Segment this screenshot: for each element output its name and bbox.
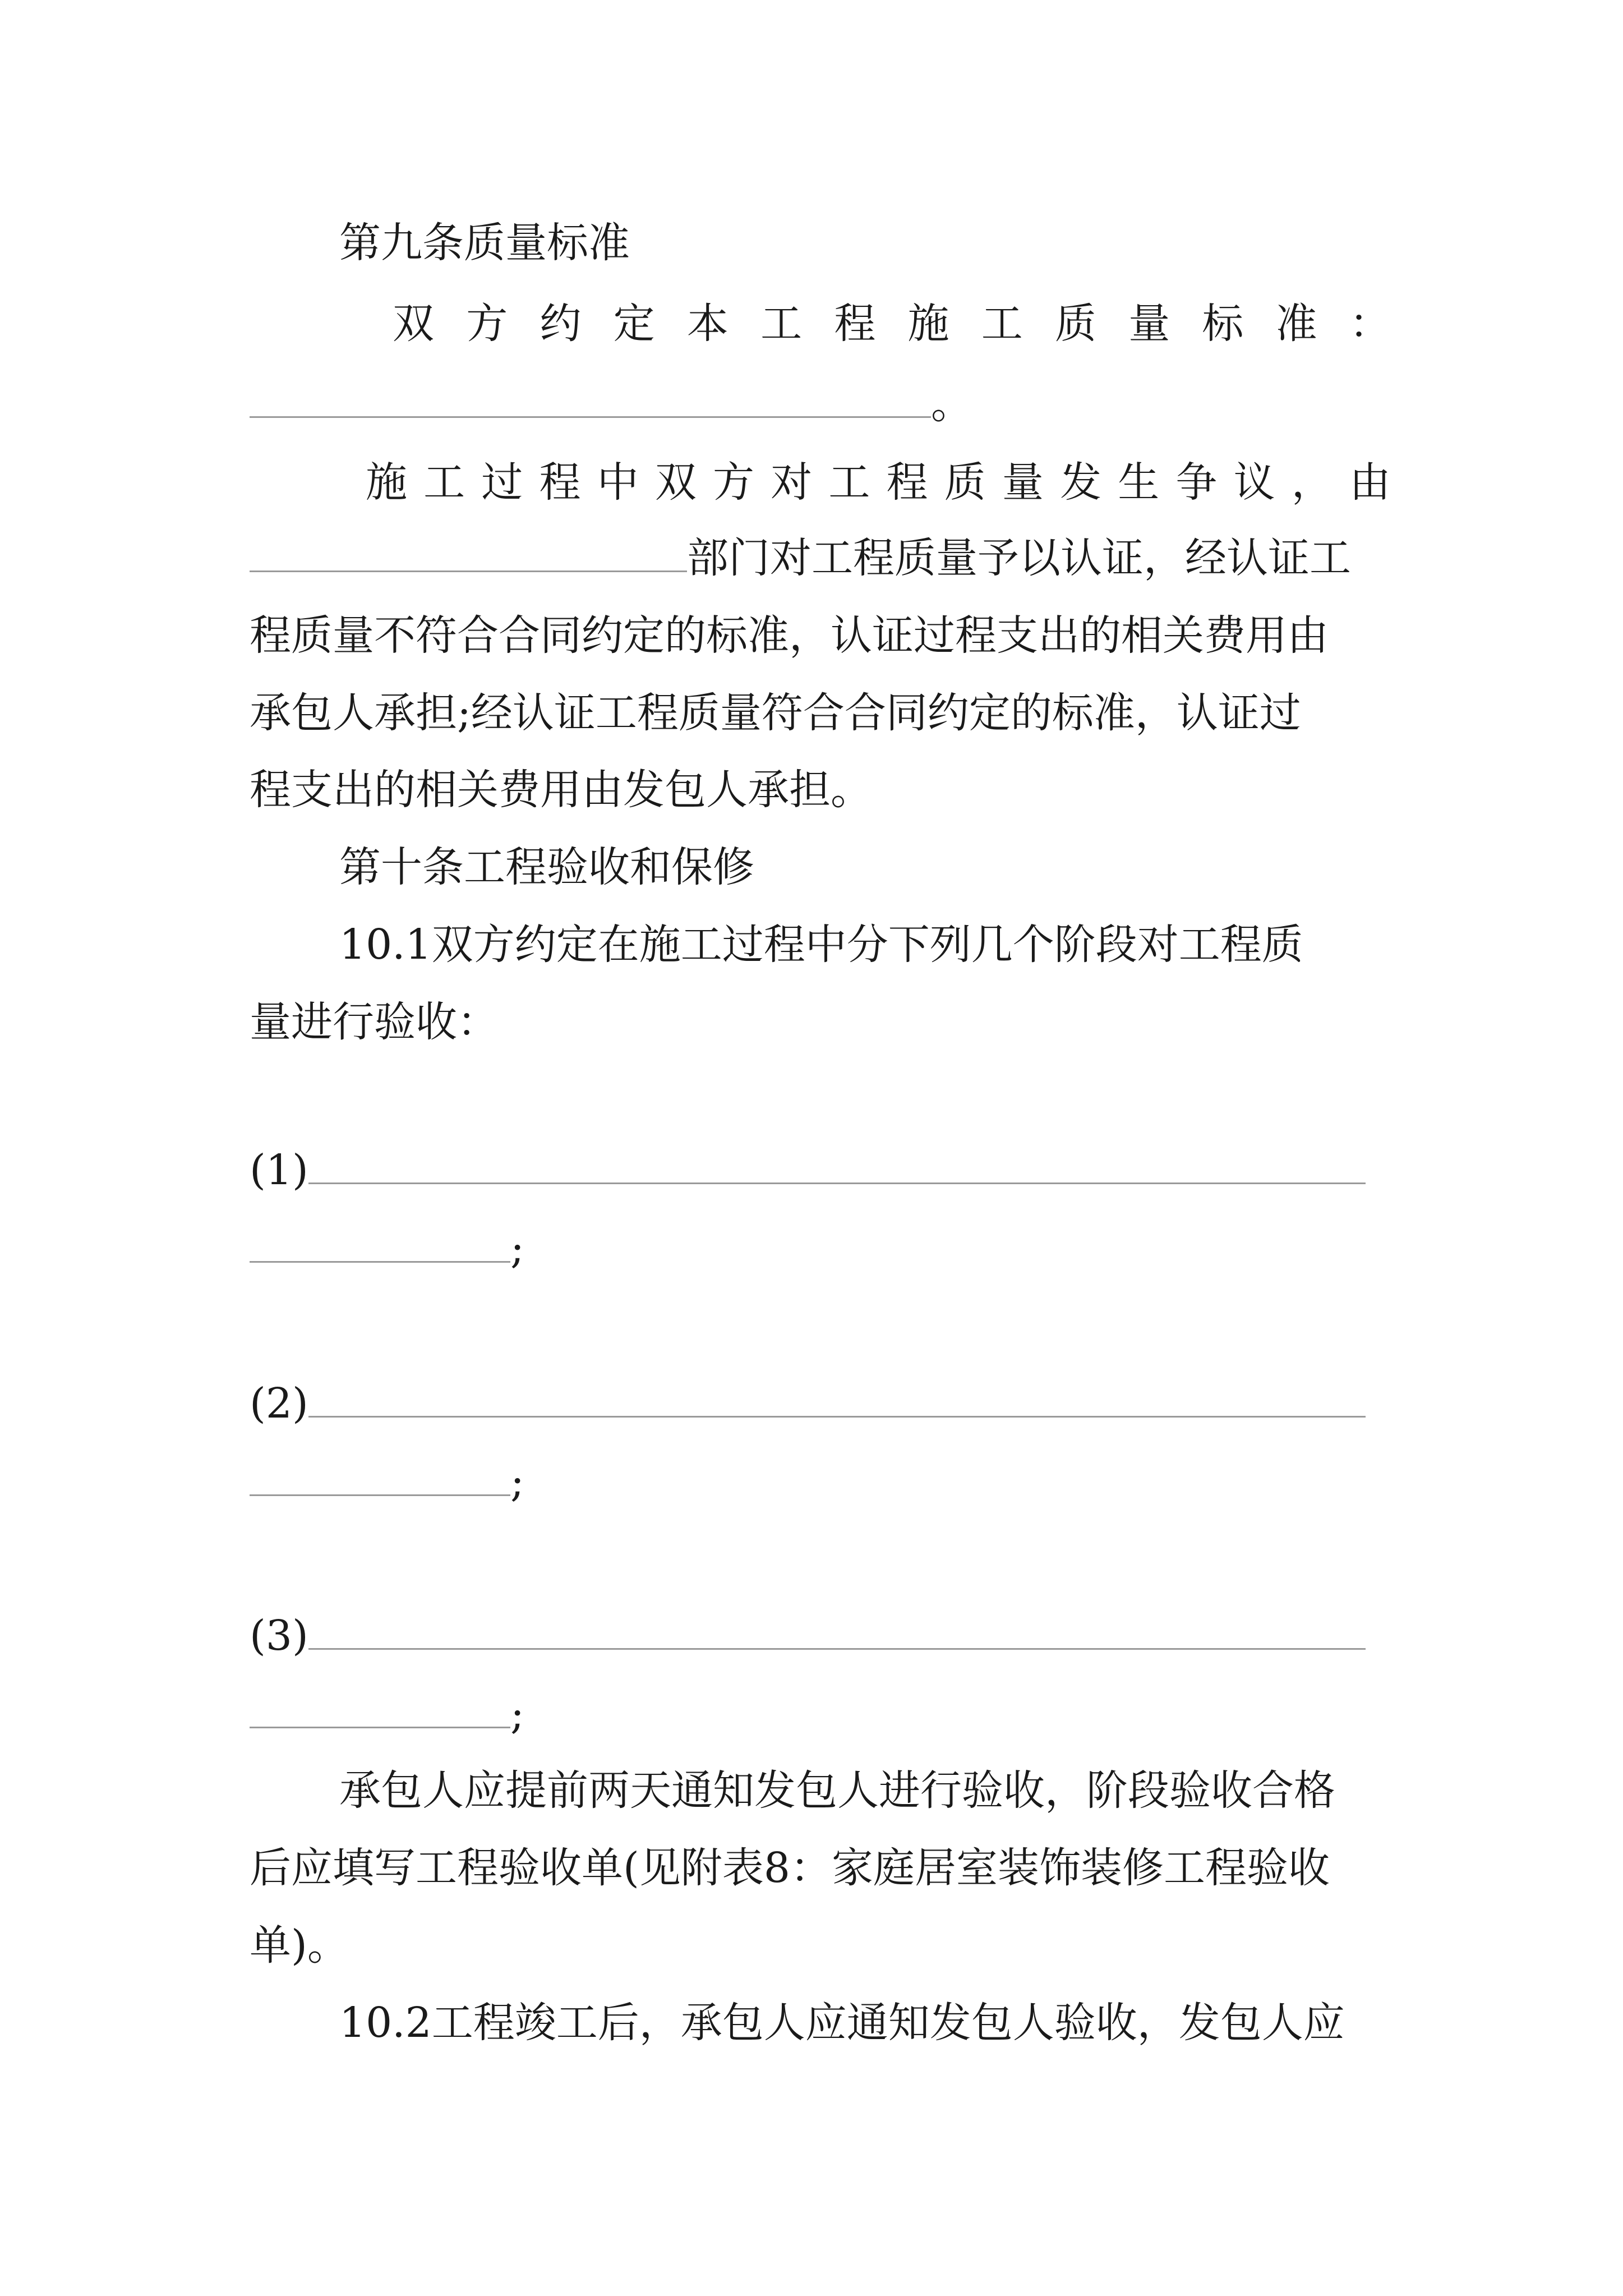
notice-line-3: 单)。	[250, 1921, 349, 1970]
article-9-dispute-line-4: 承包人承担;经认证工程质量符合合同约定的标准，认证过	[250, 689, 1301, 737]
text-char: 工	[423, 458, 465, 507]
item-end: ;	[510, 1690, 524, 1738]
article-9-standard-line	[393, 296, 1391, 352]
inspection-item-2-cont	[250, 1454, 1391, 1510]
text-char: 由	[1349, 458, 1391, 507]
item-end: ;	[510, 1458, 524, 1506]
dispute-text-2: 部门对工程质量予以认证，经认证工	[687, 534, 1351, 582]
inspection-item-2	[250, 1375, 1391, 1432]
text-char: 争	[1175, 458, 1218, 507]
text-char: 量	[1128, 300, 1170, 348]
certification-department-blank[interactable]	[250, 531, 687, 572]
text-char: 议	[1233, 458, 1275, 507]
text-char: 对	[771, 458, 813, 507]
article-9-dispute-line-3: 程质量不符合合同约定的标准，认证过程支出的相关费用由	[250, 611, 1329, 660]
text-char: 约	[540, 300, 582, 348]
text-char: 生	[1118, 458, 1160, 507]
article-10-title: 第十条工程验收和保修	[339, 843, 754, 891]
text-char: 施	[907, 300, 949, 348]
notice-line-2: 后应填写工程验收单(见附表8：家庭居室装饰装修工程验收	[250, 1844, 1330, 1892]
inspection-item-3-blank[interactable]	[308, 1609, 1366, 1650]
text-char: ，	[1291, 458, 1333, 507]
text-char: 量	[1002, 458, 1044, 507]
article-10-1-line-1: 10.1双方约定在施工过程中分下列几个阶段对工程质	[339, 921, 1303, 969]
inspection-item-1-blank[interactable]	[308, 1143, 1366, 1184]
item-label: (3)	[250, 1612, 308, 1660]
inspection-item-2-blank[interactable]	[308, 1377, 1366, 1418]
text-char: 工	[828, 458, 870, 507]
article-9-dispute-line-1	[366, 454, 1391, 510]
article-9-dispute-line-5: 程支出的相关费用由发包人承担。	[250, 766, 872, 814]
item-label: (1)	[250, 1146, 308, 1194]
text-char: 程	[834, 300, 876, 348]
text-char: 方	[713, 458, 755, 507]
article-9-title: 第九条质量标准	[339, 219, 630, 267]
article-10-1-line-2: 量进行验收：	[250, 998, 499, 1046]
text-char: 质	[944, 458, 986, 507]
sentence-end: 。	[931, 380, 972, 428]
text-char: ：	[1349, 300, 1391, 348]
item-label: (2)	[250, 1379, 308, 1428]
inspection-item-2-blank-cont[interactable]	[250, 1455, 510, 1496]
text-char: 工	[760, 300, 803, 348]
text-char: 工	[981, 300, 1023, 348]
inspection-item-3-blank-cont[interactable]	[250, 1687, 510, 1728]
notice-line-1: 承包人应提前两天通知发包人进行验收，阶段验收合格	[339, 1766, 1335, 1815]
inspection-item-1-blank-cont[interactable]	[250, 1222, 510, 1263]
text-char: 程	[539, 458, 581, 507]
text-char: 施	[366, 458, 407, 507]
text-char: 发	[1060, 458, 1102, 507]
article-9-dispute-line-2	[250, 530, 1391, 586]
text-char: 程	[886, 458, 928, 507]
text-char: 本	[686, 300, 728, 348]
text-char: 方	[466, 300, 508, 348]
text-char: 准	[1275, 300, 1317, 348]
text-char: 双	[654, 458, 697, 507]
quality-standard-blank[interactable]	[250, 377, 931, 418]
article-10-2-line-1: 10.2工程竣工后，承包人应通知发包人验收，发包人应	[339, 1999, 1345, 2047]
text-char: 中	[597, 458, 639, 507]
inspection-item-3	[250, 1608, 1391, 1664]
text-char: 质	[1054, 300, 1096, 348]
inspection-item-3-cont	[250, 1686, 1391, 1742]
item-end: ;	[510, 1225, 524, 1273]
text-char: 定	[613, 300, 655, 348]
inspection-item-1-cont	[250, 1221, 1391, 1277]
text-char: 双	[393, 300, 434, 348]
text-char: 标	[1202, 300, 1244, 348]
article-9-standard-blank-line	[250, 376, 1391, 432]
text-char: 过	[481, 458, 523, 507]
inspection-item-1	[250, 1142, 1391, 1198]
